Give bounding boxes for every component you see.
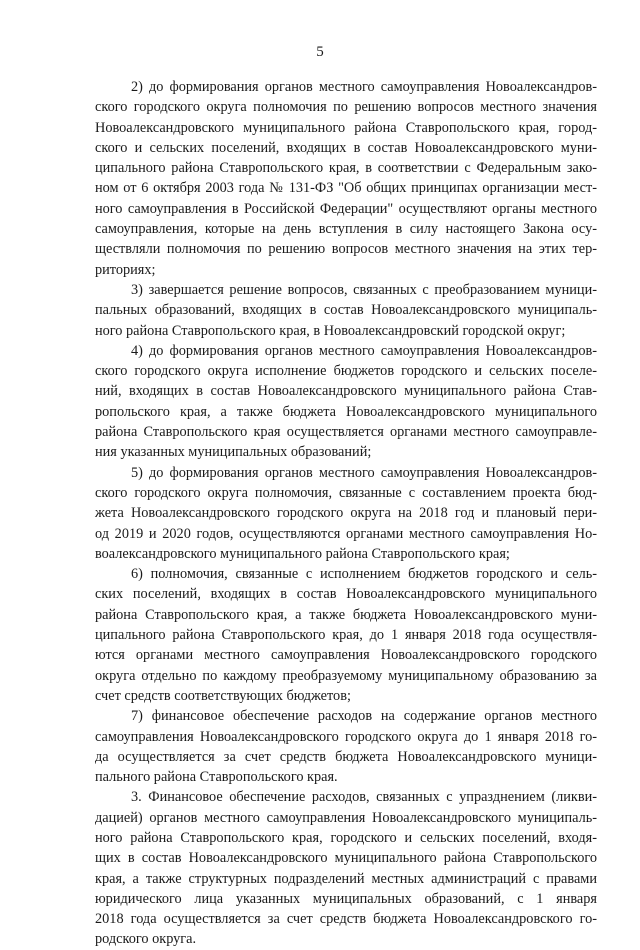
text-line: ном от 6 октября 2003 года № 131-ФЗ "Об общих принципах организации мест- xyxy=(95,180,597,197)
text-line: 6) полномочия, связанные с исполнением бюджетов городского и сель- xyxy=(131,566,597,583)
text-line: ются органами местного самоуправления Новоалександровского городского xyxy=(95,647,597,664)
text-line: 2) до формирования органов местного самоуправления Новоалександров- xyxy=(131,79,597,95)
text-line: самоуправления Новоалександровского городского округа до 1 января 2018 го- xyxy=(95,728,597,745)
text-line: ского городского округа полномочия по решению вопросов местного значения xyxy=(95,99,597,116)
text-line: ского городского округа полномочия, связанные с составлением проекта бюд- xyxy=(95,484,597,501)
text-line: од 2019 и 2020 годов, осуществляются органами местного самоуправления Но- xyxy=(95,525,597,542)
paragraph-item-3 xyxy=(95,280,597,341)
text-line: ципального района Ставропольского края, в соответствии с Федеральным зако- xyxy=(95,160,597,177)
text-line: ского городского округа исполнение бюджетов городского и сельских поселе- xyxy=(95,363,597,380)
text-line: района Ставропольского края осуществляется органами местного самоуправле- xyxy=(95,424,597,441)
text-line: 3. Финансовое обеспечение расходов, связанных с упразднением (ликви- xyxy=(131,789,597,806)
paragraph-item-2 xyxy=(95,77,597,280)
text-line: ропольского края, а также бюджета Новоалександровского муниципального xyxy=(95,403,597,420)
text-line: родского округа. xyxy=(95,931,197,948)
paragraph-part-3 xyxy=(95,787,597,949)
text-line: ципального района Ставропольского края, до 1 января 2018 года осуществля- xyxy=(95,627,597,644)
page-number: 5 xyxy=(316,44,324,60)
text-line: пальных образований, входящих в состав Новоалександровского муниципаль- xyxy=(95,302,597,319)
text-line: округа отдельно по каждому преобразуемому муниципальному образованию за xyxy=(95,667,597,684)
text-line: ного района Ставропольского края, городского и сельских поселений, входя- xyxy=(95,829,597,846)
text-line: дацией) органов местного самоуправления Новоалександровского муниципаль- xyxy=(95,809,597,826)
text-line: жета Новоалександровского городского округа на 2018 год и плановый пери- xyxy=(95,505,597,522)
text-line: счет средств соответствующих бюджетов; xyxy=(95,687,351,704)
text-line: да осуществляется за счет средств бюджета Новоалександровского муници- xyxy=(95,748,597,765)
text-line: ского и сельских поселений, входящих в состав Новоалександровского муни- xyxy=(95,139,597,156)
text-line: края, а также структурных подразделений местных администраций с правами xyxy=(95,870,597,887)
text-line: ществляли полномочия по решению вопросов местного значения на этих тер- xyxy=(95,241,597,258)
text-line: 3) завершается решение вопросов, связанных с преобразованием муници- xyxy=(131,281,597,298)
text-line: юридического лица указанных муниципальных образований, с 1 января xyxy=(95,890,597,907)
text-line: Новоалександровского муниципального района Ставропольского края, город- xyxy=(95,119,597,136)
text-line: воалександровского муниципального района Ставропольского края; xyxy=(95,545,510,562)
text-line: ний, входящих в состав Новоалександровского муниципального района Став- xyxy=(95,383,597,400)
document-body xyxy=(95,77,597,950)
text-line: риториях; xyxy=(95,261,156,278)
text-line: ских поселений, входящих в состав Новоалександровского муниципального xyxy=(95,586,597,603)
text-line: ного самоуправления в Российской Федерации" осуществляют органы местного xyxy=(95,200,597,217)
text-line: ния указанных муниципальных образований; xyxy=(95,444,372,461)
paragraph-item-6 xyxy=(95,564,597,706)
text-line: самоуправления, которые на день вступления в силу настоящего Закона осу- xyxy=(95,221,597,238)
paragraph-item-5 xyxy=(95,463,597,564)
text-line: 4) до формирования органов местного самоуправления Новоалександров- xyxy=(131,342,597,359)
text-line: ного района Ставропольского края, в Новоалександровский городской округ; xyxy=(95,322,566,339)
text-line: района Ставропольского края, а также бюджета Новоалександровского муни- xyxy=(95,606,597,623)
text-line: 7) финансовое обеспечение расходов на содержание органов местного xyxy=(131,708,597,725)
paragraph-item-4 xyxy=(95,341,597,463)
paragraph-item-7 xyxy=(95,706,597,787)
text-line: 5) до формирования органов местного самоуправления Новоалександров- xyxy=(131,464,597,481)
text-line: пального района Ставропольского края. xyxy=(95,769,338,786)
text-line: щих в состав Новоалександровского муниципального района Ставропольского xyxy=(95,850,597,867)
text-line: 2018 года осуществляется за счет средств бюджета Новоалександровского го- xyxy=(95,911,597,928)
